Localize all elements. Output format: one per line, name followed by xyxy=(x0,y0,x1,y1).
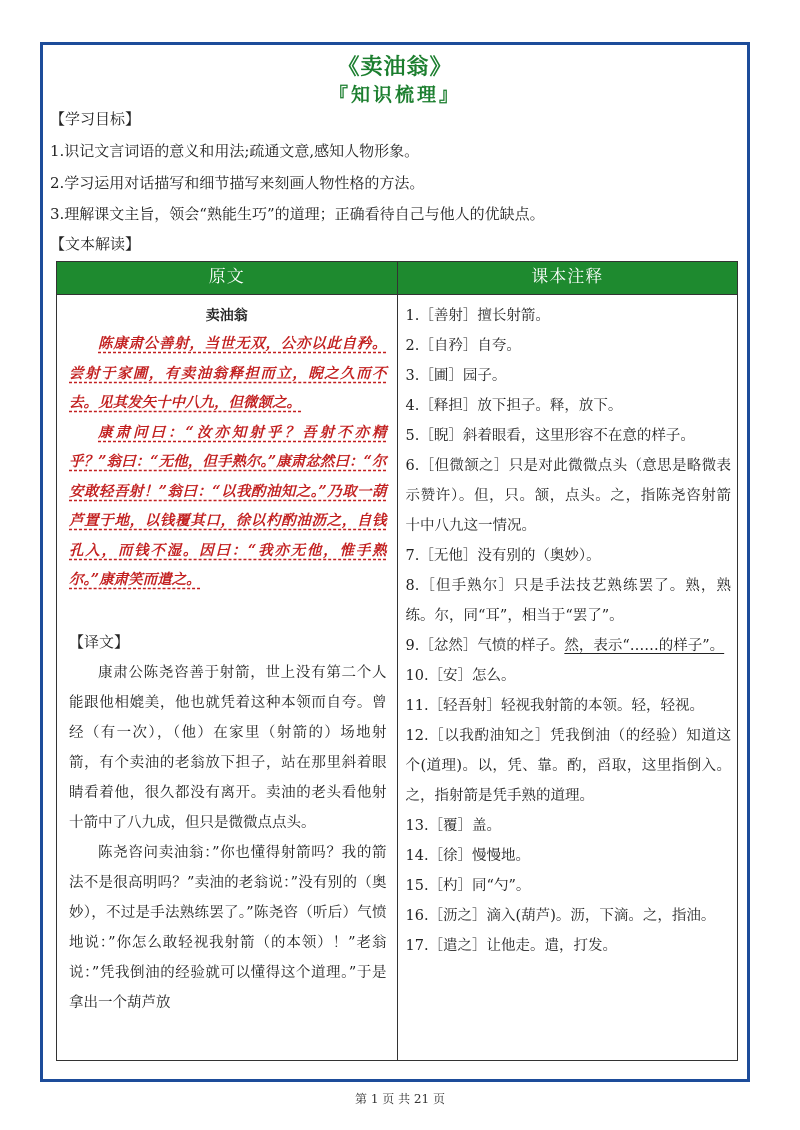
note-item: 8.［但手熟尔］只是手法技艺熟练罢了。熟，熟练。尔，同“耳”，相当于“罢了”。 xyxy=(405,578,731,624)
notes-list xyxy=(398,295,738,961)
goal-item: 3.理解课文主旨，领会“熟能生巧”的道理；正确看待自己与他人的优缺点。 xyxy=(50,205,545,223)
translation-paragraph: 康肃公陈尧咨善于射箭，世上没有第二个人能跟他相媲美，他也就凭着这种本领而自夸。曾经（有一次），（他）在家里（射箭的）场地射箭，有个卖油的老翁放下担子，站在那里斜着眼睛看着他，很久都没有离开。卖油的老头看他射十箭中了八九成，但只是微微点点头。 xyxy=(69,664,387,831)
goals-heading: 【学习目标】 xyxy=(50,110,141,128)
note-item: 10.［安］怎么。 xyxy=(405,668,516,684)
goal-item: 1.识记文言词语的意义和用法;疏通文意,感知人物形象。 xyxy=(50,142,420,160)
note-item: 14.［徐］慢慢地。 xyxy=(405,848,531,864)
page-title: 《卖油翁》 xyxy=(337,54,453,80)
note-item: 15.［杓］同“勺”。 xyxy=(405,878,531,894)
original-paragraph: 陈康肃公善射，当世无双，公亦以此自矜。尝射于家圃，有卖油翁释担而立，睨之久而不去。见其发矢十中八九，但微颔之。 xyxy=(69,335,387,411)
page-number: 第 1 页 共 21 页 xyxy=(355,1092,445,1106)
original-cell xyxy=(57,295,398,1061)
translation-label: 【译文】 xyxy=(69,632,130,651)
note-item: 6.［但微颔之］只是对此微微点头（意思是略微表示赞许）。但，只。颔，点头。之，指陈尧咨射箭十中八九这一情况。 xyxy=(405,458,731,534)
note-item xyxy=(406,631,732,661)
note-item: 13.［覆］盖。 xyxy=(405,818,502,834)
note-item: 12.［以我酌油知之］凭我倒油（的经验）知道这个(道理)。以，凭、靠。酌，舀取，这里指倒入。之，指射箭是凭手熟的道理。 xyxy=(405,728,731,804)
notes-cell xyxy=(397,295,738,1061)
poem-title: 卖油翁 xyxy=(205,308,248,324)
page-subtitle: 『知识梳理』 xyxy=(328,84,461,106)
translation-paragraph: 陈尧咨问卖油翁：”你也懂得射箭吗？我的箭法不是很高明吗？”卖油的老翁说：”没有别的（奥妙），不过是手法熟练罢了。”陈尧咨（听后）气愤地说：”你怎么敢轻视我射箭（的本领）！”老翁说：”凭我倒油的经验就可以懂得这个道理。”于是拿出一个葫芦放 xyxy=(69,844,387,1011)
note-item: 17.［遣之］让他走。遣，打发。 xyxy=(405,938,618,954)
note-item: 3.［圃］园子。 xyxy=(405,368,507,384)
translation-text xyxy=(57,658,397,1018)
note-item: 16.［沥之］滴入(葫芦)。沥，下滴。之，指油。 xyxy=(405,908,716,924)
note-item: 4.［释担］放下担子。释，放下。 xyxy=(405,398,623,414)
column-header-notes: 课本注释 xyxy=(397,262,738,295)
note-text: 9.［忿然］气愤的样子。 xyxy=(405,638,565,654)
goal-item: 2.学习运用对话描写和细节描写来刻画人物性格的方法。 xyxy=(50,174,425,192)
note-item: 2.［自矜］自夸。 xyxy=(405,338,521,354)
text-table xyxy=(56,261,738,1061)
reading-heading: 【文本解读】 xyxy=(50,235,141,253)
column-header-original: 原文 xyxy=(57,262,398,295)
original-paragraph: 康肃问曰：“汝亦知射乎？吾射不亦精乎？”翁曰：“无他，但手熟尔。”康肃忿然曰：“尔安敢轻吾射！”翁曰：“以我酌油知之。”乃取一葫芦置于地，以钱覆其口，徐以杓酌油沥之，自钱孔入，而钱不湿。因曰：“我亦无他，惟手熟尔。”康肃笑而遣之。 xyxy=(69,423,387,588)
note-underlined-text: 然，表示“……的样子”。 xyxy=(564,638,725,654)
note-item: 11.［轻吾射］轻视我射箭的本领。轻，轻视。 xyxy=(405,698,705,714)
original-text xyxy=(57,329,397,595)
note-item: 7.［无他］没有别的（奥妙）。 xyxy=(405,548,601,564)
note-item: 5.［睨］斜着眼看，这里形容不在意的样子。 xyxy=(405,428,695,444)
note-item: 1.［善射］擅长射箭。 xyxy=(405,308,550,324)
